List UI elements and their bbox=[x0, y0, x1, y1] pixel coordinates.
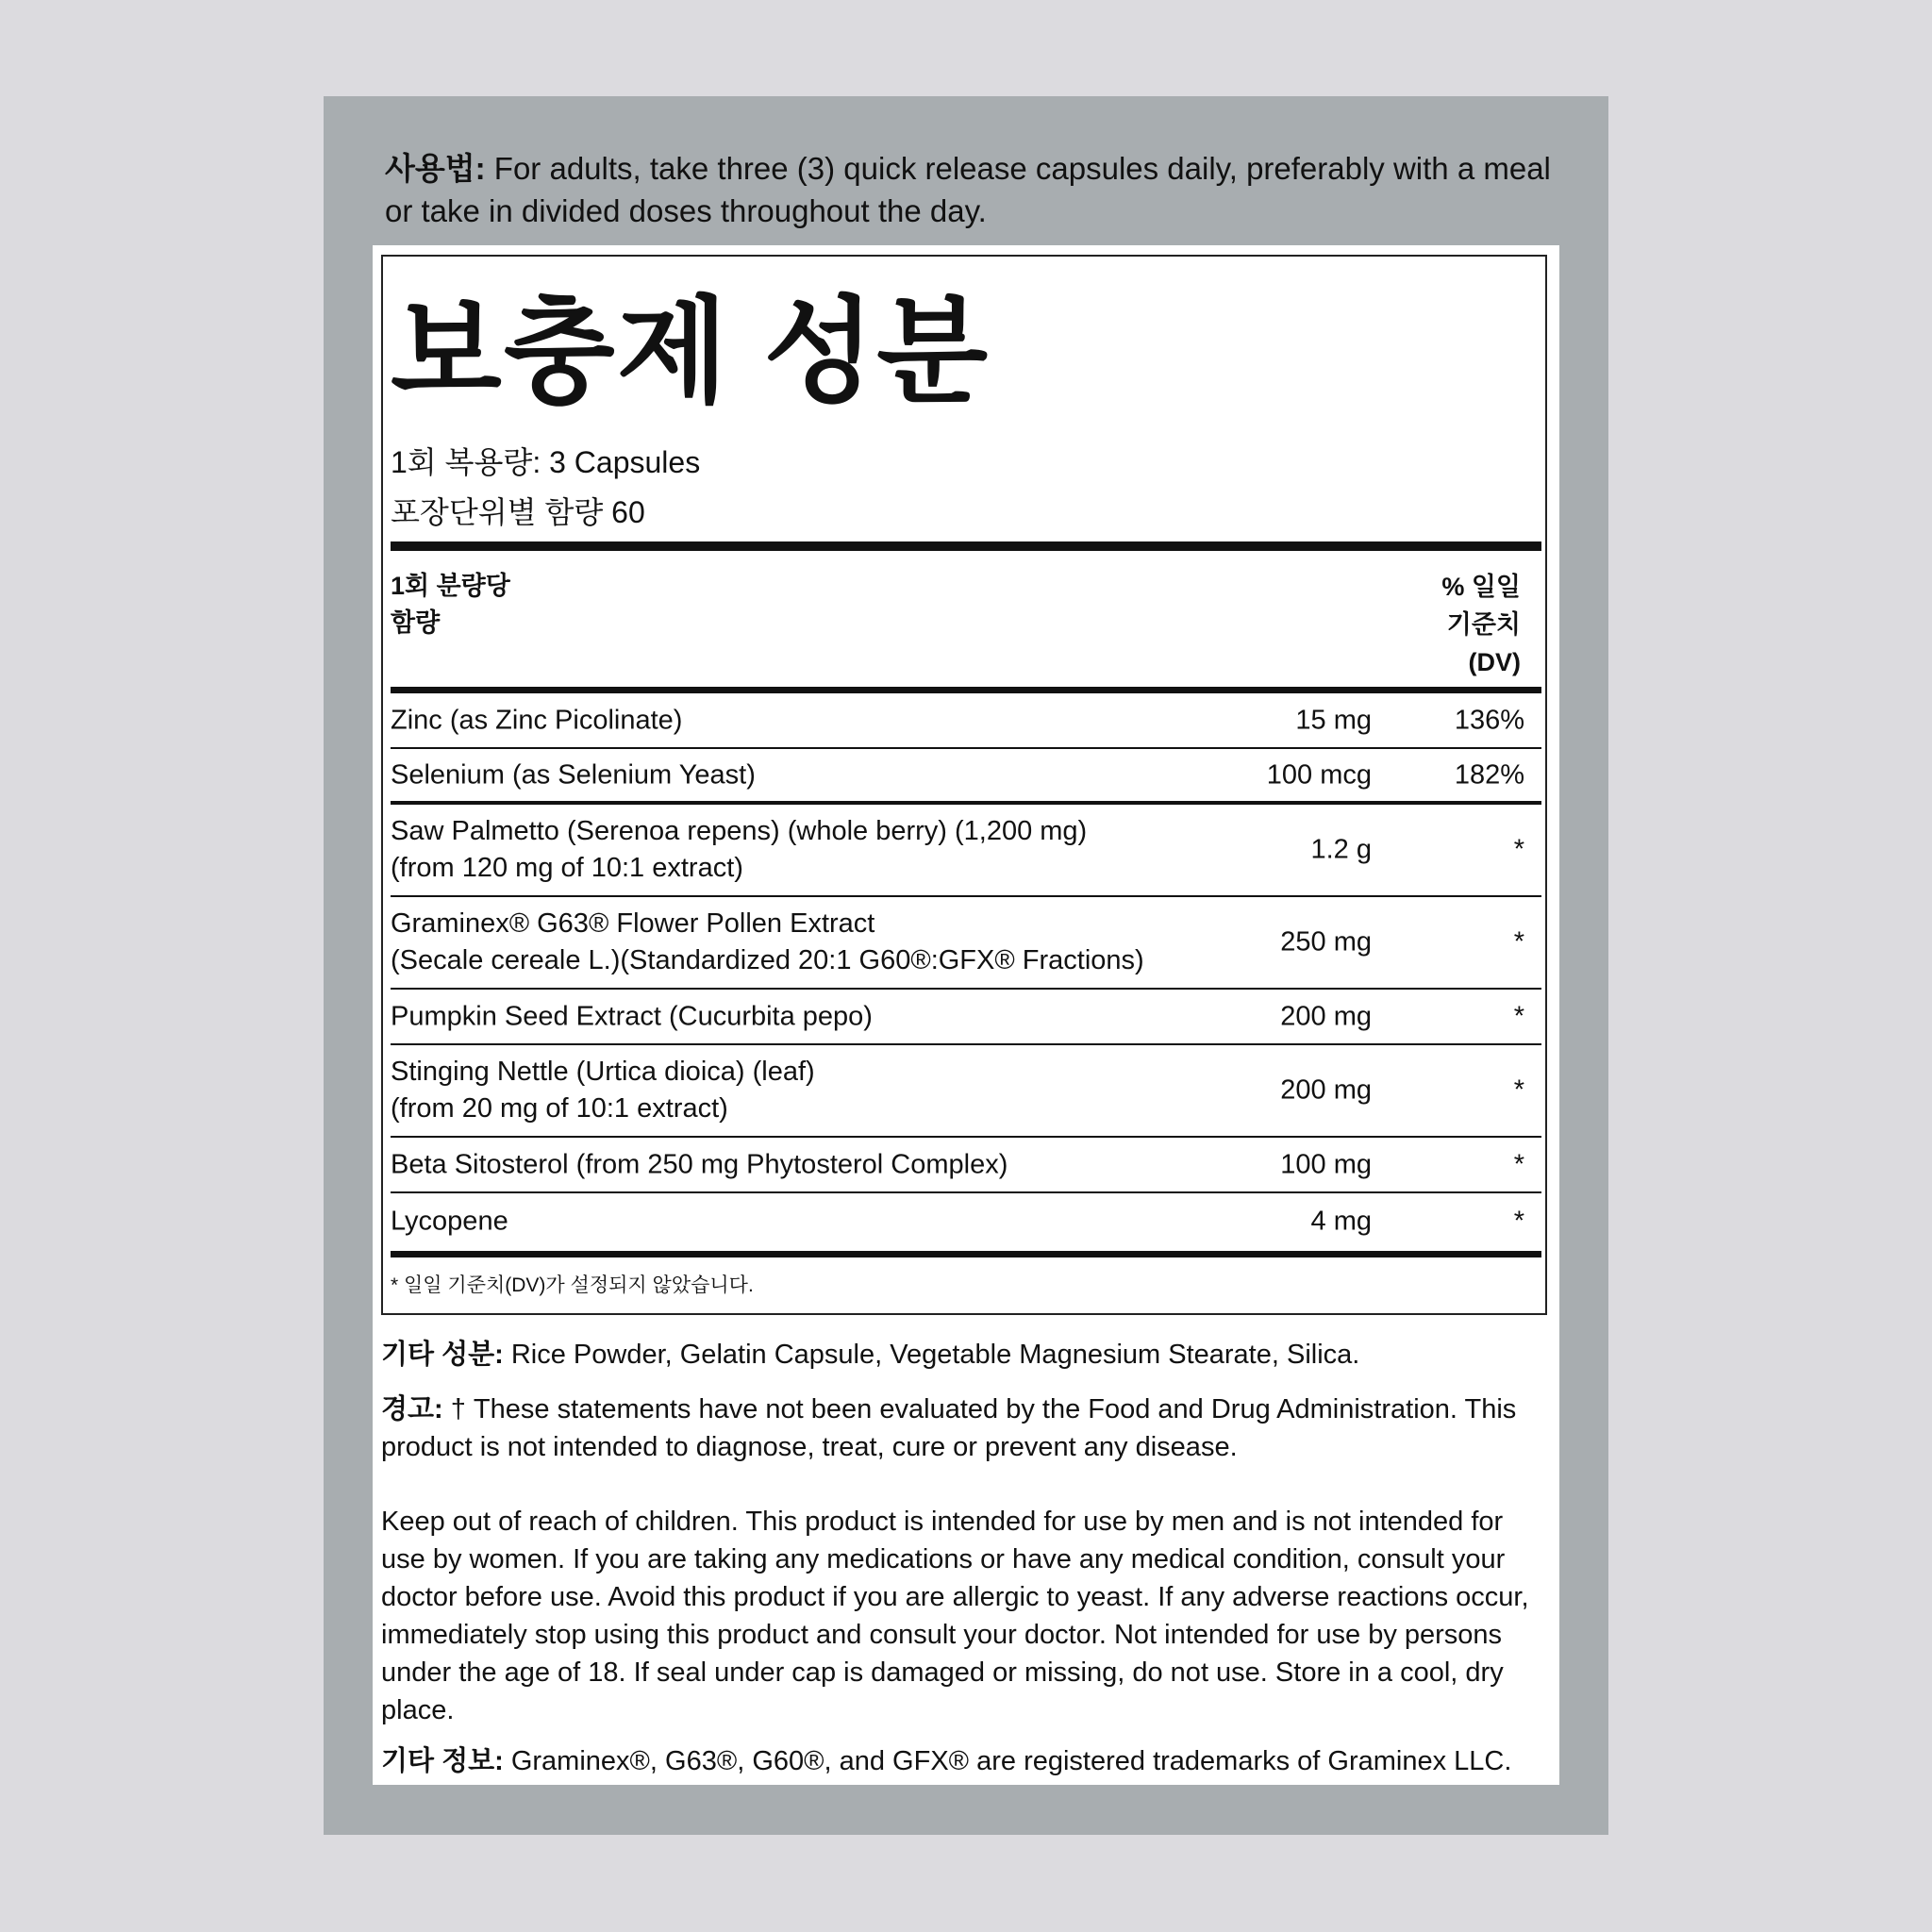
facts-title: 보충제 성분 bbox=[391, 288, 991, 416]
ingredient-name: Pumpkin Seed Extract (Cucurbita pepo) bbox=[391, 1001, 873, 1031]
warning-label: 경고: bbox=[381, 1394, 443, 1424]
ingredient-dv: * bbox=[1513, 1001, 1524, 1031]
ingredient-dv: * bbox=[1513, 1074, 1524, 1106]
label-panel bbox=[324, 96, 1608, 1835]
ingredient-amount: 4 mg bbox=[1310, 1206, 1372, 1236]
thick-divider bbox=[391, 541, 1541, 551]
ingredient-amount: 250 mg bbox=[1280, 926, 1372, 958]
table-row bbox=[391, 897, 1541, 990]
table-row bbox=[391, 1193, 1541, 1249]
ingredient-dv: 182% bbox=[1454, 759, 1524, 790]
ingredient-name: Selenium (as Selenium Yeast) bbox=[391, 759, 756, 790]
ingredient-dv: * bbox=[1513, 1149, 1524, 1179]
thick-divider bbox=[391, 687, 1541, 693]
table-row bbox=[391, 990, 1541, 1045]
warning-text: † These statements have not been evaluated by the Food and Drug Administration. This product is not intended to diagnose, treat, cure or prevent any disease. bbox=[381, 1394, 1517, 1462]
ingredient-dv: * bbox=[1513, 1206, 1524, 1236]
other-ingredients bbox=[381, 1336, 1551, 1374]
table-row bbox=[391, 749, 1541, 805]
header-left-line: 함량 bbox=[391, 608, 441, 637]
serving-size: 1회 복용량: 3 Capsules bbox=[391, 445, 701, 479]
ingredient-name: Stinging Nettle (Urtica dioica) (leaf) (from 20 mg of 10:1 extract) bbox=[391, 1057, 815, 1124]
warning bbox=[381, 1391, 1551, 1466]
other-info-label: 기타 정보: bbox=[381, 1746, 504, 1776]
other-ingredients-label: 기타 성분: bbox=[381, 1340, 504, 1370]
ingredient-amount: 200 mg bbox=[1280, 1001, 1372, 1031]
header-right-line: % 일일 bbox=[1441, 573, 1521, 601]
directions-label: 사용법: bbox=[385, 151, 486, 186]
dv-footnote: * 일일 기준치(DV)가 설정되지 않았습니다. bbox=[391, 1274, 754, 1296]
warning-details: Keep out of reach of children. This product is intended for use by men and is not intended for use by women. If you are taking any medications or have any medical condition, consult your doctor before use. Avoid this product if you are allergic to yeast. If any adverse reactions occur, immediately stop using this product and consult your doctor. Not intended for use by persons under the age of 18. If seal under cap is damaged or missing, do not use. Store in a cool, dry place. bbox=[381, 1507, 1529, 1725]
ingredient-name: Beta Sitosterol (from 250 mg Phytosterol Complex) bbox=[391, 1149, 1008, 1179]
other-info bbox=[381, 1742, 1551, 1780]
ingredient-table bbox=[391, 693, 1541, 1249]
table-row bbox=[391, 805, 1541, 897]
header-right-line: 기준치 bbox=[1446, 610, 1521, 639]
ingredient-dv: 136% bbox=[1454, 705, 1524, 735]
table-row bbox=[391, 1138, 1541, 1193]
other-info-text: Graminex®, G63®, G60®, and GFX® are registered trademarks of Graminex LLC. bbox=[503, 1746, 1512, 1776]
ingredient-dv: * bbox=[1513, 834, 1524, 865]
ingredient-name: Saw Palmetto (Serenoa repens) (whole berry) (1,200 mg) (from 120 mg of 10:1 extract) bbox=[391, 816, 1088, 883]
amount-per-serving-header bbox=[391, 568, 510, 641]
ingredient-amount: 15 mg bbox=[1295, 705, 1372, 735]
servings-per-container: 포장단위별 함량 60 bbox=[391, 495, 645, 529]
directions-body: For adults, take three (3) quick release capsules daily, preferably with a meal or take in divided doses throughout the day. bbox=[385, 151, 1551, 228]
ingredient-amount: 1.2 g bbox=[1310, 834, 1372, 865]
ingredient-amount: 200 mg bbox=[1280, 1074, 1372, 1106]
thick-divider bbox=[391, 1251, 1541, 1257]
ingredient-amount: 100 mg bbox=[1280, 1149, 1372, 1179]
table-row bbox=[391, 693, 1541, 749]
ingredient-name: Lycopene bbox=[391, 1206, 508, 1236]
ingredient-name: Graminex® G63® Flower Pollen Extract (Secale cereale L.)(Standardized 20:1 G60®:GFX® Fractions) bbox=[391, 908, 1144, 975]
daily-value-header bbox=[1441, 568, 1521, 681]
ingredient-amount: 100 mcg bbox=[1266, 759, 1372, 790]
ingredient-name: Zinc (as Zinc Picolinate) bbox=[391, 705, 683, 735]
label-sheet bbox=[373, 245, 1559, 1785]
table-row bbox=[391, 1045, 1541, 1138]
supplement-facts-box bbox=[381, 255, 1547, 1315]
other-ingredients-text: Rice Powder, Gelatin Capsule, Vegetable Magnesium Stearate, Silica. bbox=[503, 1340, 1360, 1370]
directions-text bbox=[385, 147, 1555, 232]
header-right-line: (DV) bbox=[1468, 648, 1521, 676]
header-left-line: 1회 분량당 bbox=[391, 572, 510, 600]
ingredient-dv: * bbox=[1513, 926, 1524, 958]
